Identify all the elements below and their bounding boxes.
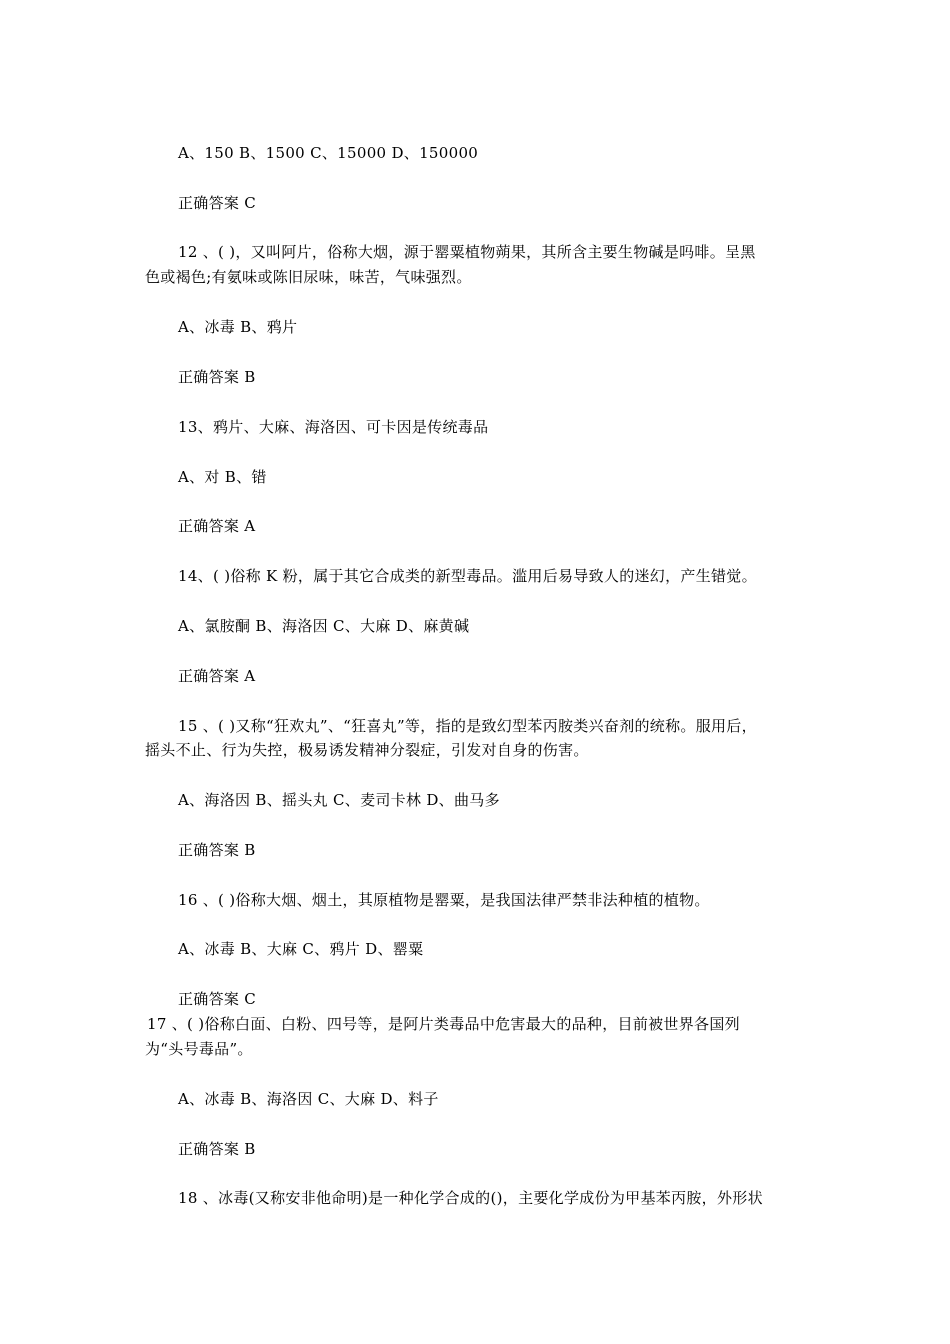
- q14-question: 14、( )俗称 K 粉，属于其它合成类的新型毒品。滥用后易导致人的迷幻，产生错觉。: [178, 567, 757, 585]
- q17-question-line2: 为“头号毒品”。: [145, 1040, 253, 1058]
- q12-answer: 正确答案 B: [178, 368, 256, 386]
- q17-answer: 正确答案 B: [178, 1140, 256, 1158]
- q15-answer: 正确答案 B: [178, 841, 256, 859]
- q15-question-line1: 15 、( )又称“狂欢丸”、“狂喜丸”等，指的是致幻型苯丙胺类兴奋剂的统称。服用后，: [178, 717, 757, 735]
- q13-answer: 正确答案 A: [178, 517, 256, 535]
- q16-options: A、冰毒 B、大麻 C、鸦片 D、罂粟: [178, 940, 424, 958]
- q12-options: A、冰毒 B、鸦片: [178, 318, 298, 336]
- q16-question: 16 、( )俗称大烟、烟土，其原植物是罂粟，是我国法律严禁非法种植的植物。: [178, 891, 710, 909]
- q17-options: A、冰毒 B、海洛因 C、大麻 D、料子: [178, 1090, 439, 1108]
- q13-options: A、对 B、错: [178, 468, 267, 486]
- q16-answer: 正确答案 C: [178, 990, 257, 1008]
- q12-question-line2: 色或褐色;有氨味或陈旧尿味，味苦，气味强烈。: [145, 268, 472, 286]
- q14-answer: 正确答案 A: [178, 667, 256, 685]
- q18-question-line1: 18 、冰毒(又称安非他命明)是一种化学合成的()，主要化学成份为甲基苯丙胺，外形状: [178, 1189, 763, 1207]
- q15-question-line2: 摇头不止、行为失控，极易诱发精神分裂症，引发对自身的伤害。: [145, 741, 589, 759]
- q14-options: A、氯胺酮 B、海洛因 C、大麻 D、麻黄碱: [178, 617, 470, 635]
- q12-question-line1: 12 、( )，又叫阿片，俗称大烟，源于罂粟植物蒴果，其所含主要生物碱是吗啡。呈黑: [178, 243, 756, 261]
- q13-question: 13、鸦片、大麻、海洛因、可卡因是传统毒品: [178, 418, 489, 436]
- q15-options: A、海洛因 B、摇头丸 C、麦司卡林 D、曲马多: [178, 791, 500, 809]
- q11-answer: 正确答案 C: [178, 194, 257, 212]
- q11-options: A、150 B、1500 C、15000 D、150000: [178, 144, 479, 162]
- q17-question-line1: 17 、( )俗称白面、白粉、四号等，是阿片类毒品中危害最大的品种，目前被世界各国列: [147, 1015, 740, 1033]
